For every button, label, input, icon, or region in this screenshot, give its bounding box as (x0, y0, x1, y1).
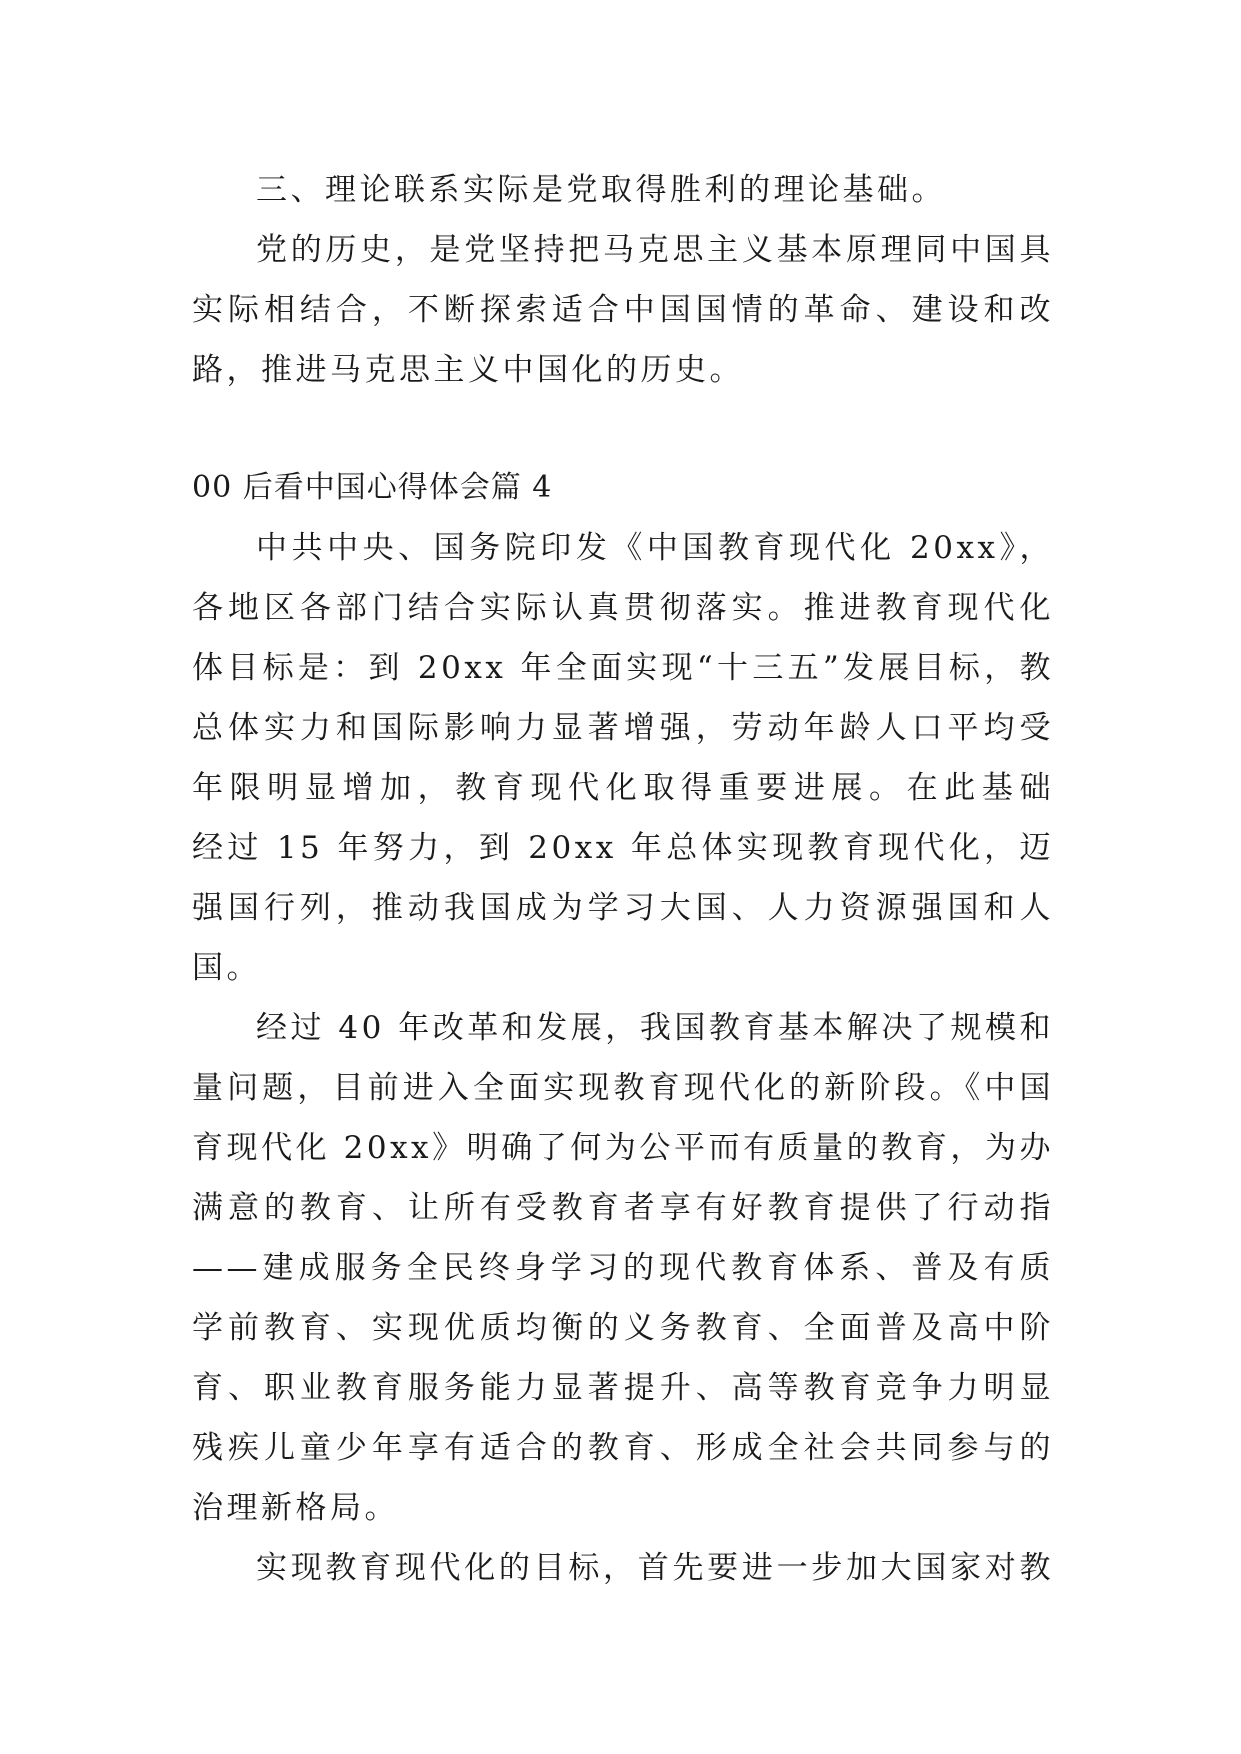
text-line: 三、理论联系实际是党取得胜利的理论基础。 (256, 172, 946, 208)
paragraph-education-goals (192, 518, 1054, 998)
text-line: ——建成服务全民终身学习的现代教育体系、普及有质 (192, 1250, 1054, 1286)
text-line: 实际相结合，不断探索适合中国国情的革命、建设和改 (192, 292, 1054, 328)
text-line: 总体实力和国际影响力显著增强，劳动年龄人口平均受 (192, 710, 1054, 746)
paragraph-forty-years (192, 998, 1054, 1538)
text-line: 经过 15 年努力，到 20xx 年总体实现教育现代化，迈 (192, 830, 1054, 866)
text-line: 路，推进马克思主义中国化的历史。 (192, 352, 744, 388)
text-line: 学前教育、实现优质均衡的义务教育、全面普及高中阶 (192, 1310, 1054, 1346)
text-line: 残疾儿童少年享有适合的教育、形成全社会共同参与的 (192, 1430, 1054, 1466)
text-line: 党的历史，是党坚持把马克思主义基本原理同中国具 (256, 232, 1054, 268)
paragraph-achieve-goals (192, 1538, 1054, 1598)
document-page (192, 160, 1054, 1598)
text-line: 经过 40 年改革和发展，我国教育基本解决了规模和 (256, 1010, 1054, 1046)
paragraph-gap (192, 400, 1054, 458)
text-line: 体目标是：到 20xx 年全面实现“十三五”发展目标，教 (192, 650, 1054, 686)
text-line: 年限明显增加，教育现代化取得重要进展。在此基础 (192, 770, 1054, 806)
text-line: 各地区各部门结合实际认真贯彻落实。推进教育现代化 (192, 590, 1054, 626)
paragraph-party-history (192, 220, 1054, 400)
text-line: 中共中央、国务院印发《中国教育现代化 20xx》， (256, 530, 1054, 566)
text-line: 国。 (192, 950, 261, 986)
text-line: 实现教育现代化的目标，首先要进一步加大国家对教 (256, 1550, 1054, 1586)
text-line: 强国行列，推动我国成为学习大国、人力资源强国和人 (192, 890, 1054, 926)
paragraph-section-three (192, 160, 1054, 220)
text-line: 治理新格局。 (192, 1490, 399, 1526)
text-line: 育、职业教育服务能力显著提升、高等教育竞争力明显 (192, 1370, 1054, 1406)
section-heading: 00 后看中国心得体会篇 4 (192, 470, 553, 505)
text-line: 量问题，目前进入全面实现教育现代化的新阶段。《中国 (192, 1070, 1054, 1106)
text-line: 育现代化 20xx》明确了何为公平而有质量的教育，为办 (192, 1130, 1054, 1166)
text-line: 满意的教育、让所有受教育者享有好教育提供了行动指 (192, 1190, 1054, 1226)
